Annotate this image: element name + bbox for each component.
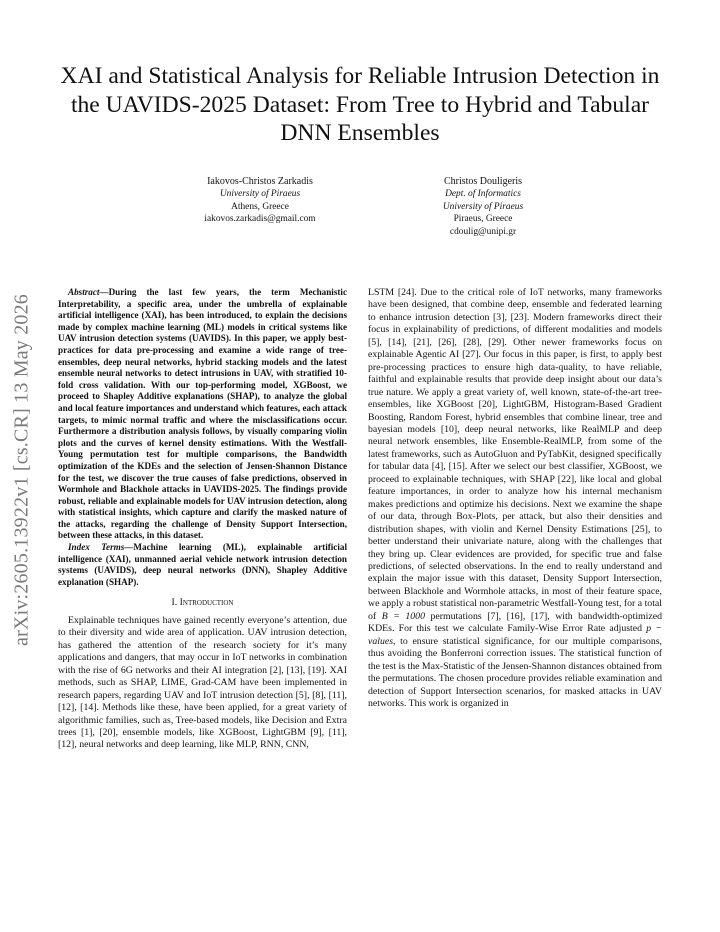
arxiv-identifier: arXiv:2605.13922v1 [cs.CR] 13 May 2026: [10, 293, 33, 647]
math-permutations: B = 1000: [381, 610, 425, 622]
math-p-values: p − values: [368, 623, 662, 647]
intro-paragraph-continued: [368, 287, 662, 710]
index-terms: [58, 542, 347, 588]
author-name: Christos Douligeris: [443, 176, 523, 187]
section-heading: I. Introduction: [171, 597, 234, 609]
index-terms-label: Index Terms: [68, 542, 125, 553]
intro-text-part1: LSTM [24]. Due to the critical role of IoT networks, many frameworks have been designed, that combine deep, ensemble and federated learning to enhance intrusion detection [3], [23]. Modern frameworks direct their focus in explainability of predictions, of different modalities and models [5], [14], [21], [26], [28], [29]. Other newer frameworks focus on explainable Agentic AI [27]. Our focus in this paper, is first, to apply best pre-processing practices to ensure high data-quality, to have reliable, faithful and explainable results that provide deep insight about our data’s true nature. We apply a great variety of, well known, state-of-the-art tree-ensembles, like XGBoost [20], LightGBM, Histogram-Based Gradient Boosting, Random Forest, hybrid ensembles that combine linear, tree and bayesian models [10], deep neural networks, like RealMLP and deep neural network ensembles, like Ensemble-RealMLP, from some of the latest frameworks, such as AutoGluon and PyTabKit, designed specifically for tabular data [4], [15]. After we select our best classifier, XGBoost, we proceed to explainable techniques, with SHAP [22], like local and global feature importances, in order to analyze how his internal mechanism makes predictions and optimize his decisions. Next we examine the shape of our data, through Box-Plots, per attack, but also their densities and distribution shapes, with violin and Kernel Density Estimations [25], to better understand their univariate nature, along with the challenges that they bring up. Clear evidences are provided, for specific true and false predictions, of selected observations. In the end to really understand and explain the major issue with this dataset, Density Support Intersection, between Blackhole and Wormhole attacks, in most of their feature space, we apply a robust statistical non-parametric Westfall-Young test, for a total of: [368, 287, 662, 622]
author-email: iakovos.zarkadis@gmail.com: [204, 214, 316, 225]
author-affiliation: University of Piraeus: [442, 201, 524, 212]
left-column: [58, 287, 347, 752]
author-location: Athens, Greece: [231, 201, 289, 212]
author-name: Iakovos-Christos Zarkadis: [207, 176, 313, 187]
intro-text-part2: permutations [7], [16], [17], with bandwidth-optimized KDEs. For this test we calculate Family-Wise Error Rate adjusted: [368, 610, 662, 635]
author-department: Dept. of Informatics: [445, 189, 521, 200]
author-block-2: [383, 176, 583, 238]
author-location: Piraeus, Greece: [453, 214, 513, 225]
paper-title: XAI and Statistical Analysis for Reliable Intrusion Detection in the UAVIDS-2025 Dataset: From Tree to Hybrid and Tabular DNN Ensembles: [60, 63, 660, 146]
index-terms-text: —Machine learning (ML), explainable artificial intelligence (XAI), unmanned aerial vehicle network intrusion detection systems (UAVIDS), deep neural networks (DNN), Shapley Additive explanation (SHAP).: [58, 542, 347, 587]
intro-text-part3: , to ensure statistical significance, for our multiple comparisons, thus avoiding the Bonferroni correction issues. The statistical function of the test is the Max-Statistic of the Jensen-Shannon distances obtained from the permutations. The chosen procedure provides reliable examination and detection of Support Intersection scenarios, for masked attacks in UAV networks. This work is organized in: [368, 635, 662, 709]
author-affiliation: University of Piraeus: [219, 189, 301, 200]
abstract-text: —During the last few years, the term Mechanistic Interpretability, a specific area, under the umbrella of explainable artificial intelligence (XAI), has been introduced, to explain the decisions made by complex machine learning (ML) models in critical systems like UAV intrusion detection systems (UAVIDS). In this paper, we apply best-practices for data pre-processing and examine a wide range of tree-ensembles, deep neural networks, hybrid stacking models and the latest ensemble neural networks to detect intrusions in UAV, with stratified 10-fold cross validation. With our top-performing model, XGBoost, we proceed to Shapley Additive explanations (SHAP), to analyze the global and local feature importances and understand which features, each attack targets, to mimic normal traffic and where the misclassifications occur. Furthermore a distribution analysis follows, by visually comparing violin plots and the curves of kernel density estimations. With the Westfall-Young permutation test for multiple comparisons, the Bandwidth optimization of the KDEs and the selection of Jensen-Shannon Distance for the test, we discover the true causes of false predictions, observed in Wormhole and Blackhole attacks in UAVIDS-2025. The findings provide robust, reliable and explainable models for UAV intrusion detection, along with statistical insights, which capture and clarify the masked nature of the attacks, regarding the challenge of Density Support Intersection, between these attacks, in this dataset.: [58, 287, 347, 541]
right-column: [368, 287, 662, 710]
intro-paragraph: Explainable techniques have gained recently everyone’s attention, due to their diversity and wide area of application. UAV intrusion detection, has gathered the attention of the research society for it’s many applications and dangers, that may occur in IoT networks in combination with the rise of 6G networks and their AI integration [2], [13], [19]. XAI methods, such as SHAP, LIME, Grad-CAM have been implemented in research papers, regarding UAV and IoT intrusion detection [5], [8], [11], [12], [14]. Methods like these, have been applied, for a great variety of algorithmic families, such as, Tree-based models, like Decision and Extra trees [1], [20], ensemble models, like XGBoost, LightGBM [9], [11], [12], neural networks and deep learning, like MLP, RNN, CNN,: [58, 614, 347, 751]
author-email: cdoulig@unipi.gr: [449, 226, 517, 237]
abstract-label: Abstract: [68, 287, 100, 297]
abstract: [58, 287, 347, 542]
author-block-1: [150, 176, 370, 226]
